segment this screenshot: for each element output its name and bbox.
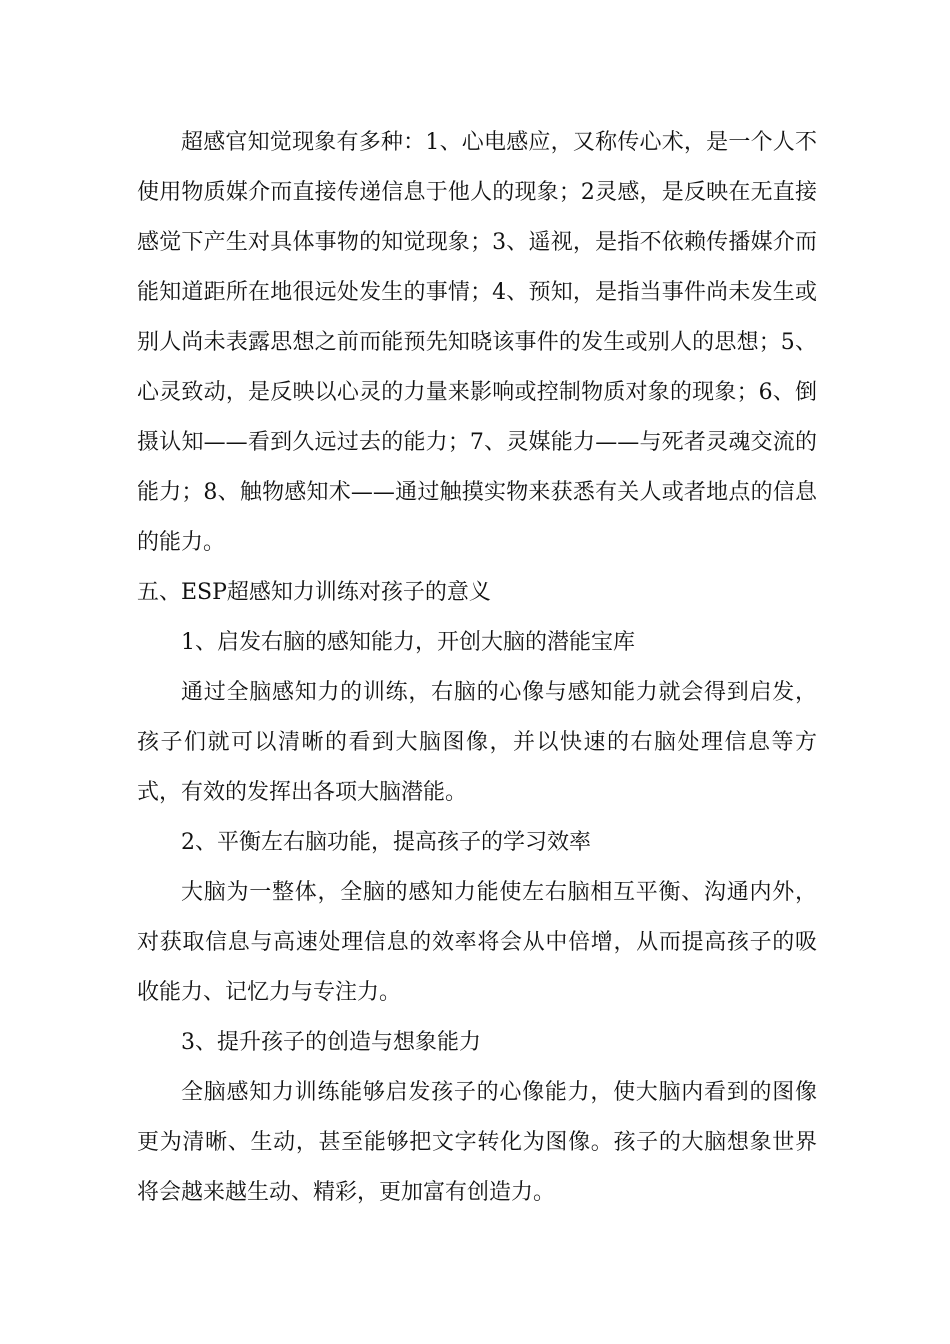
subheading-balance-brain: 2、平衡左右脑功能，提高孩子的学习效率 [181, 830, 591, 855]
section-heading-five: 五、ESP超感知力训练对孩子的意义 [137, 580, 491, 605]
paragraph-balance-brain: 大脑为一整体，全脑的感知力能使左右脑相互平衡、沟通内外，对获取信息与高速处理信息的效率将会从中倍增，从而提高孩子的吸收能力、记忆力与专注力。 [137, 880, 817, 1005]
subheading-creativity: 3、提升孩子的创造与想象能力 [181, 1030, 481, 1055]
paragraph-creativity: 全脑感知力训练能够启发孩子的心像能力，使大脑内看到的图像更为清晰、生动，甚至能够把文字转化为图像。孩子的大脑想象世界将会越来越生动、精彩，更加富有创造力。 [137, 1080, 817, 1205]
paragraph-right-brain: 通过全脑感知力的训练，右脑的心像与感知能力就会得到启发，孩子们就可以清晰的看到大脑图像，并以快速的右脑处理信息等方式，有效的发挥出各项大脑潜能。 [137, 680, 817, 805]
subheading-right-brain: 1、启发右脑的感知能力，开创大脑的潜能宝库 [181, 630, 635, 655]
document-body [137, 118, 817, 1218]
paragraph-esp-phenomena: 超感官知觉现象有多种：1、心电感应，又称传心术，是一个人不使用物质媒介而直接传递信息于他人的现象；2灵感，是反映在无直接感觉下产生对具体事物的知觉现象；3、遥视，是指不依赖传播媒介而能知道距所在地很远处发生的事情；4、预知，是指当事件尚未发生或别人尚未表露思想之前而能预先知晓该事件的发生或别人的思想；5、心灵致动，是反映以心灵的力量来影响或控制物质对象的现象；6、倒摄认知——看到久远过去的能力；7、灵媒能力——与死者灵魂交流的能力；8、触物感知术——通过触摸实物来获悉有关人或者地点的信息的能力。 [137, 130, 817, 555]
